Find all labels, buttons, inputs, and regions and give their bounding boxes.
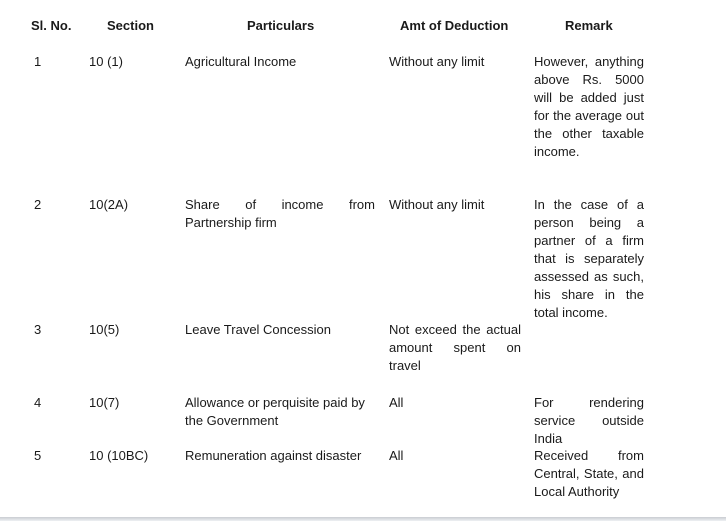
row-section: 10(5) [89,322,120,337]
row-remark: Received from Central, State, and Local Authority [534,448,644,499]
row-sl-no: 3 [34,322,42,337]
bottom-divider [0,517,726,521]
row-section: 10 (1) [89,54,123,69]
row-sl-no: 5 [34,448,42,463]
header-particulars: Particulars [247,18,315,33]
row-sl-no: 2 [34,197,42,212]
header-remark: Remark [565,18,613,33]
row-sl-no: 4 [34,395,42,410]
row-particulars: Remuneration against disaster [185,448,362,463]
row-amount: Without any limit [389,197,485,212]
row-particulars: Allowance or perquisite paid by the Government [185,395,365,428]
row-section: 10 (10BC) [89,448,149,463]
row-particulars: Agricultural Income [185,54,297,69]
row-remark: For rendering service outside India [534,395,644,446]
row-particulars: Leave Travel Concession [185,322,331,337]
row-amount: All [389,395,404,410]
row-amount: Without any limit [389,54,485,69]
row-sl-no: 1 [34,54,42,69]
row-remark: In the case of a person being a partner of a firm that is separately assessed as such, his share in the total income. [534,197,644,320]
row-section: 10(7) [89,395,120,410]
row-particulars: Share of income from Partnership firm [185,197,375,230]
header-sl-no: Sl. No. [31,18,72,33]
row-section: 10(2A) [89,197,129,212]
row-remark: However, anything above Rs. 5000 will be added just for the average out the other taxable income. [534,54,644,159]
row-amount: All [389,448,404,463]
row-amount: Not exceed the actual amount spent on travel [389,322,521,373]
header-section: Section [107,18,154,33]
header-amount: Amt of Deduction [400,18,509,33]
